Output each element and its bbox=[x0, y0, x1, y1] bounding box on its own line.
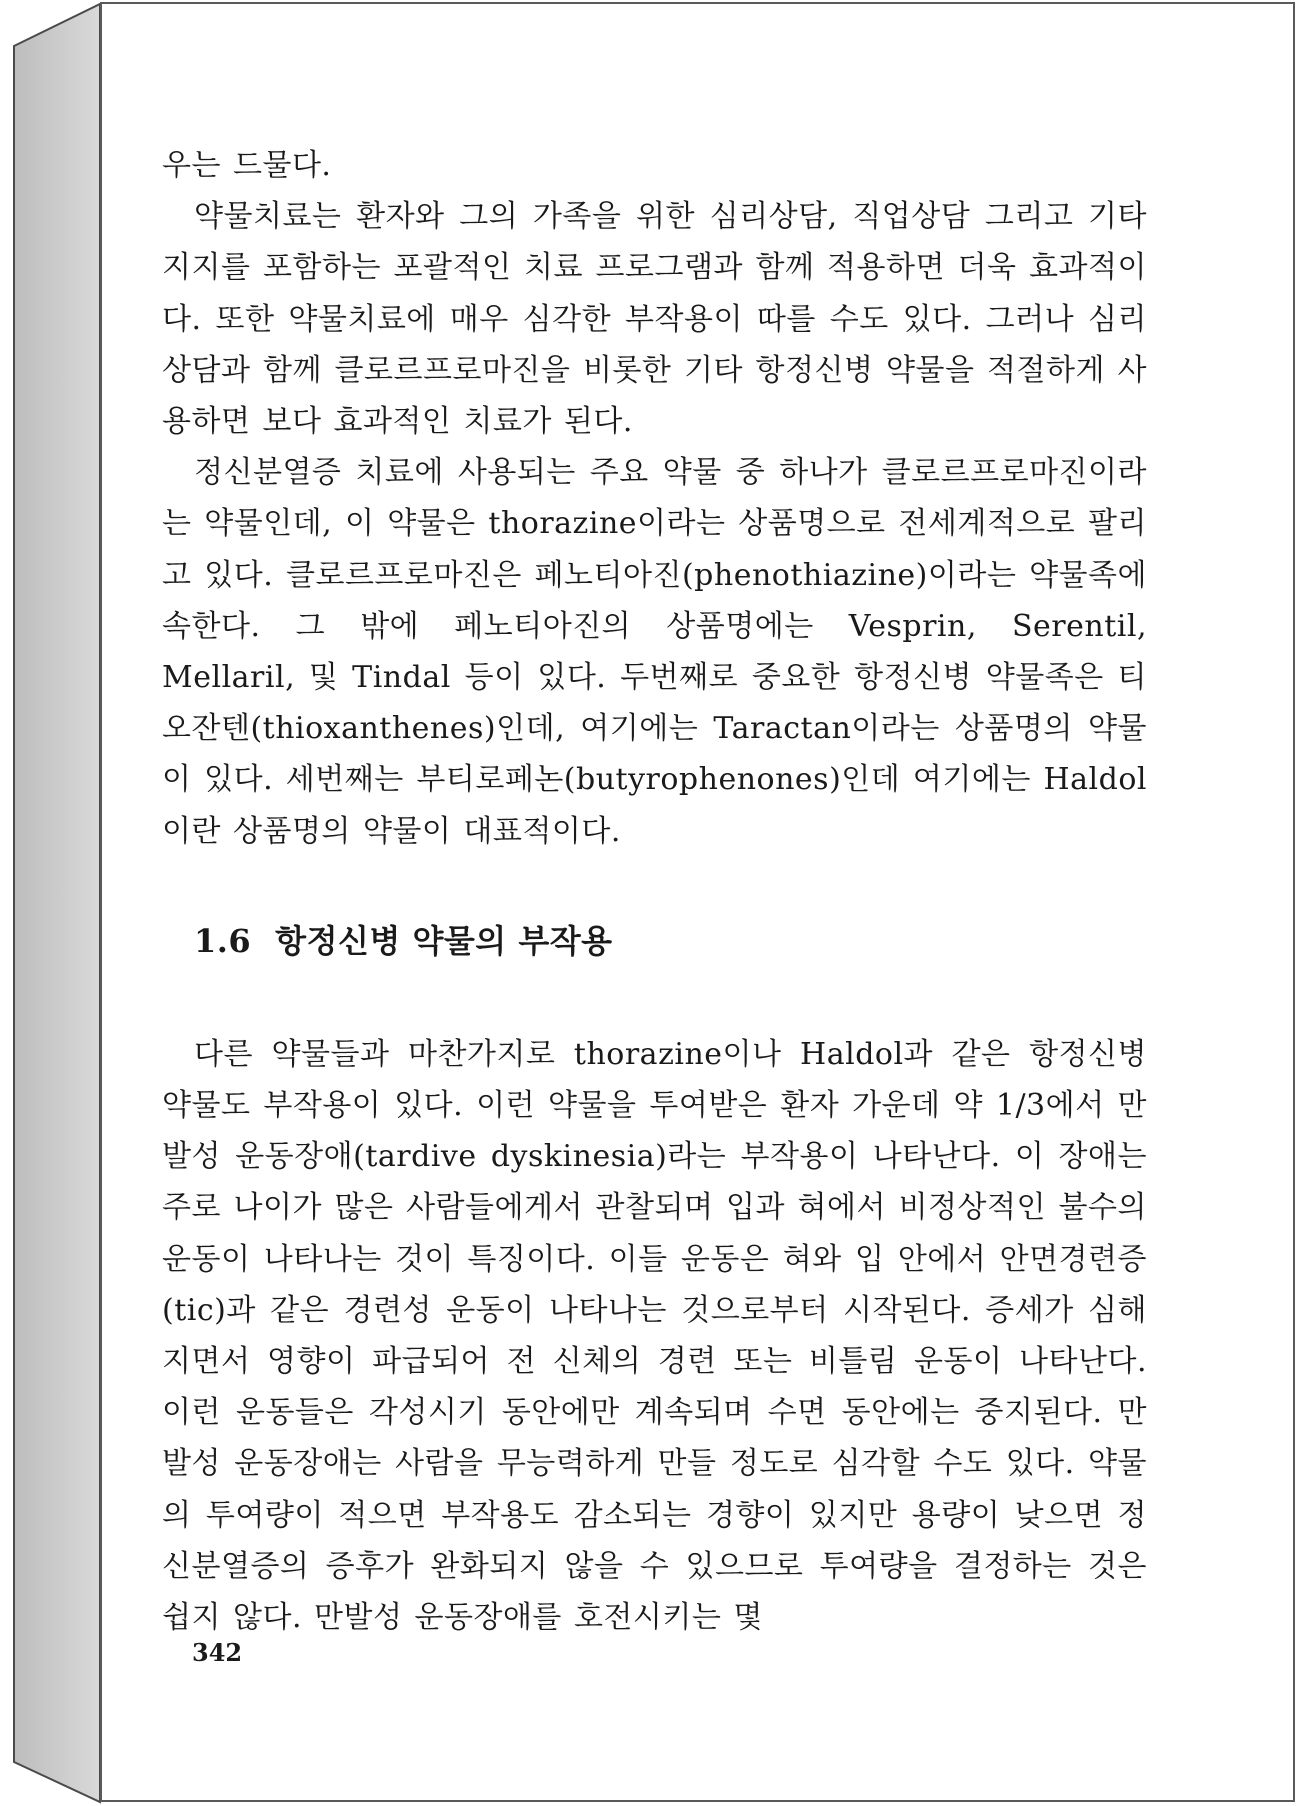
section-heading bbox=[162, 919, 1147, 963]
section-title: 항정신병 약물의 부작용 bbox=[275, 921, 613, 960]
paragraph: 약물치료는 환자와 그의 가족을 위한 심리상담, 직업상담 그리고 기타 지지를 포함하는 포괄적인 치료 프로그램과 함께 적용하면 더욱 효과적이다. 또한 약물치료에 매우 심각한 부작용이 따를 수도 있다. 그러나 심리 상담과 함께 클로르프로마진을 비롯한 기타 항정신병 약물을 적절하게 사용하면 보다 효과적인 치료가 된다. bbox=[162, 199, 1147, 440]
section-number: 1.6 bbox=[194, 921, 252, 960]
page-number: 342 bbox=[192, 1638, 243, 1667]
book-spine-side bbox=[0, 0, 104, 1806]
paragraph: 정신분열증 치료에 사용되는 주요 약물 중 하나가 클로르프로마진이라는 약물인데, 이 약물은 thorazine이라는 상품명으로 전세계적으로 팔리고 있다. 클로르프로마진은 페노티아진(phenothiazine)이라는 약물족에 속한다. 그 밖에 페노티아진의 상품명에는 Vesprin, Serentil, Mellaril, 및 Tindal 등이 있다. 두번째로 중요한 항정신병 약물족은 티오잔텐(thioxanthenes)인데, 여기에는 Taractan이라는 상품명의 약물이 있다. 세번째는 부티로페논(butyrophenones)인데 여기에는 Haldol이란 상품명의 약물이 대표적이다. bbox=[162, 455, 1147, 849]
page-content bbox=[162, 140, 1147, 1643]
paragraph: 우는 드물다. bbox=[162, 148, 332, 183]
paragraph: 다른 약물들과 마찬가지로 thorazine이나 Haldol과 같은 항정신병 약물도 부작용이 있다. 이런 약물을 투여받은 환자 가운데 약 1/3에서 만발성 운동장애(tardive dyskinesia)라는 부작용이 나타난다. 이 장애는 주로 나이가 많은 사람들에게서 관찰되며 입과 혀에서 비정상적인 불수의 운동이 나타나는 것이 특징이다. 이들 운동은 혀와 입 안에서 안면경련증(tic)과 같은 경련성 운동이 나타나는 것으로부터 시작된다. 증세가 심해지면서 영향이 파급되어 전 신체의 경련 또는 비틀림 운동이 나타난다. 이런 운동들은 각성시기 동안에만 계속되며 수면 동안에는 중지된다. 만발성 운동장애는 사람을 무능력하게 만들 정도로 심각할 수도 있다. 약물의 투여량이 적으면 부작용도 감소되는 경향이 있지만 용량이 낮으면 정신분열증의 증후가 완화되지 않을 수 있으므로 투여량을 결정하는 것은 쉽지 않다. 만발성 운동장애를 호전시키는 몇 bbox=[162, 1036, 1147, 1636]
